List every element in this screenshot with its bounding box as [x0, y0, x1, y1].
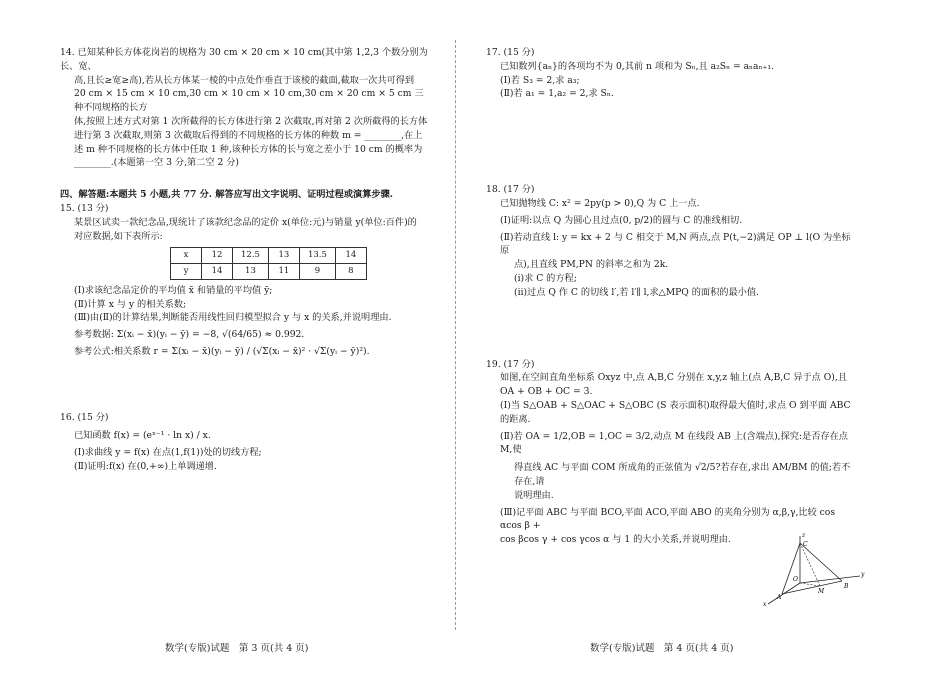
table-cell: y	[171, 264, 202, 280]
q14-line: 进行第 3 次截取,则第 3 次截取后得到的不同规格的长方体的种数 m = ________,在上	[74, 129, 423, 141]
q16-intro: 已知函数 f(x) = (eˣ⁻¹ · ln x) / x.	[74, 429, 211, 441]
q15-head: 15. (13 分)	[60, 202, 109, 214]
q15-intro: 某景区试卖一款纪念品,现统计了该款纪念品的定价 x(单位:元)与销量 y(单位:百件)的	[74, 216, 417, 228]
page-footer-left: 数学(专版)试题 第 3 页(共 4 页)	[165, 643, 309, 654]
edge-om	[800, 583, 820, 586]
q17-part: (Ⅱ)若 a₁ = 1,a₂ = 2,求 Sₙ.	[500, 88, 614, 100]
q17-part: (Ⅰ)若 S₃ = 2,求 a₃;	[500, 74, 580, 86]
q17-intro: 已知数列{aₙ}的各项均不为 0,其前 n 项和为 Sₙ,且 a₂Sₙ = aₙaₙ₊₁.	[500, 60, 774, 72]
question-18	[486, 183, 858, 299]
section-heading: 四、解答题:本题共 5 小题,共 77 分. 解答应写出文字说明、证明过程或演算步骤.	[60, 189, 393, 201]
q16-part: (Ⅰ)求曲线 y = f(x) 在点(1,f(1))处的切线方程;	[74, 447, 262, 459]
q18-head: 18. (17 分)	[486, 184, 535, 196]
q18-part: (Ⅱ)若动直线 l: y = kx + 2 与 C 相交于 M,N 两点,点 P(t,−2)满足 OP ⊥ l(O 为坐标原	[500, 231, 851, 257]
label-y: y	[861, 571, 865, 578]
q18-part: (Ⅰ)证明:以点 Q 为圆心且过点(0, p/2)的圆与 C 的准线相切.	[500, 214, 743, 226]
q14-line: ________.(本题第一空 3 分,第二空 2 分)	[74, 157, 240, 169]
q19-head: 19. (17 分)	[486, 358, 535, 370]
q17-head: 17. (15 分)	[486, 47, 535, 58]
question-14	[60, 46, 430, 170]
table-cell: x	[171, 248, 202, 264]
q19-part: 得直线 AC 与平面 COM 所成角的正弦值为 √2/5?若存在,求出 AM/BM 的值;若不存在,请	[514, 462, 851, 487]
page-footer-right: 数学(专版)试题 第 4 页(共 4 页)	[590, 643, 734, 654]
table-cell: 13	[233, 264, 269, 280]
label-c: C	[803, 541, 808, 548]
q15-part: (Ⅰ)求该纪念品定价的平均值 x̄ 和销量的平均值 ȳ;	[74, 284, 273, 296]
q14-line: 高,且长≥宽≥高),若从长方体某一棱的中点处作垂直于该棱的截面,截取一次共可得到	[74, 74, 415, 86]
question-16	[60, 411, 430, 474]
question-15	[60, 202, 430, 359]
q18-part: 点),且直线 PM,PN 的斜率之和为 2k.	[514, 259, 669, 271]
q18-subpart: (ⅰ)求 C 的方程;	[514, 272, 577, 284]
q18-subpart: (ⅱ)过点 Q 作 C 的切线 l′,若 l′∥ l,求△MPQ 的面积的最小值.	[514, 286, 759, 298]
table-cell: 12	[202, 248, 233, 264]
q16-head: 16. (15 分)	[60, 411, 109, 423]
y-axis	[800, 576, 860, 583]
table-row	[171, 248, 367, 264]
q19-intro: OA + OB + OC = 3.	[500, 386, 593, 398]
q19-part: 说明理由.	[514, 489, 554, 501]
column-divider	[455, 40, 456, 630]
q14-line: 20 cm × 15 cm × 10 cm,30 cm × 10 cm × 10 cm,30 cm × 20 cm × 5 cm 三种不同规格的长方	[74, 88, 424, 114]
question-19	[486, 358, 858, 547]
q19-part: (Ⅱ)若 OA = 1/2,OB = 1,OC = 3/2,动点 M 在线段 AB 上(含端点),探究:是否存在点 M,使	[500, 430, 848, 456]
edge-ca	[782, 543, 800, 594]
q14-line: 述 m 种不同规格的长方体中任取 1 种,该种长方体的长与宽之差小于 10 cm 的概率为	[74, 143, 423, 155]
table-row	[171, 264, 367, 280]
q19-part: cos βcos γ + cos γcos α 与 1 的大小关系,并说明理由.	[500, 534, 731, 546]
q15-part: (Ⅱ)计算 x 与 y 的相关系数;	[74, 298, 187, 310]
right-column	[486, 46, 858, 547]
q16-part: (Ⅱ)证明:f(x) 在(0,+∞)上单调递增.	[74, 461, 217, 473]
q19-coordinate-figure	[760, 528, 870, 608]
label-o: O	[793, 576, 798, 583]
table-cell: 13	[268, 248, 299, 264]
table-cell: 14	[335, 248, 366, 264]
table-cell: 11	[268, 264, 299, 280]
q19-part: (Ⅲ)记平面 ABC 与平面 BCO,平面 ACO,平面 ABO 的夹角分别为 α,β,γ,比较 cos αcos β +	[500, 506, 836, 532]
left-column	[60, 46, 430, 474]
q15-reference-formula: 参考公式:相关系数 r = Σ(xᵢ − x̄)(yᵢ − ȳ) / (√Σ(xᵢ − x̄)² · √Σ(yᵢ − ȳ)²).	[74, 346, 370, 358]
q15-intro: 对应数据,如下表所示:	[74, 230, 163, 242]
edge-cb	[800, 543, 842, 581]
label-a: A	[777, 594, 782, 601]
table-cell: 13.5	[299, 248, 335, 264]
q15-data-table	[170, 247, 367, 280]
q19-intro: 如图,在空间直角坐标系 Oxyz 中,点 A,B,C 分别在 x,y,z 轴上(点 A,B,C 异于点 O),且	[500, 372, 847, 384]
label-x: x	[763, 601, 767, 608]
table-cell: 8	[335, 264, 366, 280]
edge-ab	[782, 581, 842, 594]
label-m: M	[818, 588, 825, 595]
table-cell: 12.5	[233, 248, 269, 264]
q15-part: (Ⅲ)由(Ⅱ)的计算结果,判断能否用线性回归模型拟合 y 与 x 的关系,并说明理由.	[74, 312, 392, 324]
q15-reference-data: 参考数据: Σ(xᵢ − x̄)(yᵢ − ȳ) = −8, √(64/65) ≈ 0.992.	[74, 329, 305, 341]
q19-part: (Ⅰ)当 S△OAB + S△OAC + S△OBC (S 表示面积)取得最大值时,求点 O 到平面 ABC 的距离.	[500, 399, 851, 425]
edge-cm	[800, 543, 820, 586]
label-z: z	[802, 532, 806, 539]
question-17	[486, 46, 858, 101]
q14-line: 体,按照上述方式对第 1 次所截得的长方体进行第 2 次截取,再对第 2 次所截得的长方体	[74, 115, 428, 127]
table-cell: 9	[299, 264, 335, 280]
table-cell: 14	[202, 264, 233, 280]
q18-intro: 已知抛物线 C: x² = 2py(p > 0),Q 为 C 上一点.	[500, 197, 700, 209]
label-b: B	[844, 583, 849, 590]
q14-line: 14. 已知某种长方体花岗岩的规格为 30 cm × 20 cm × 10 cm(其中第 1,2,3 个数分别为长、宽、	[60, 47, 428, 72]
